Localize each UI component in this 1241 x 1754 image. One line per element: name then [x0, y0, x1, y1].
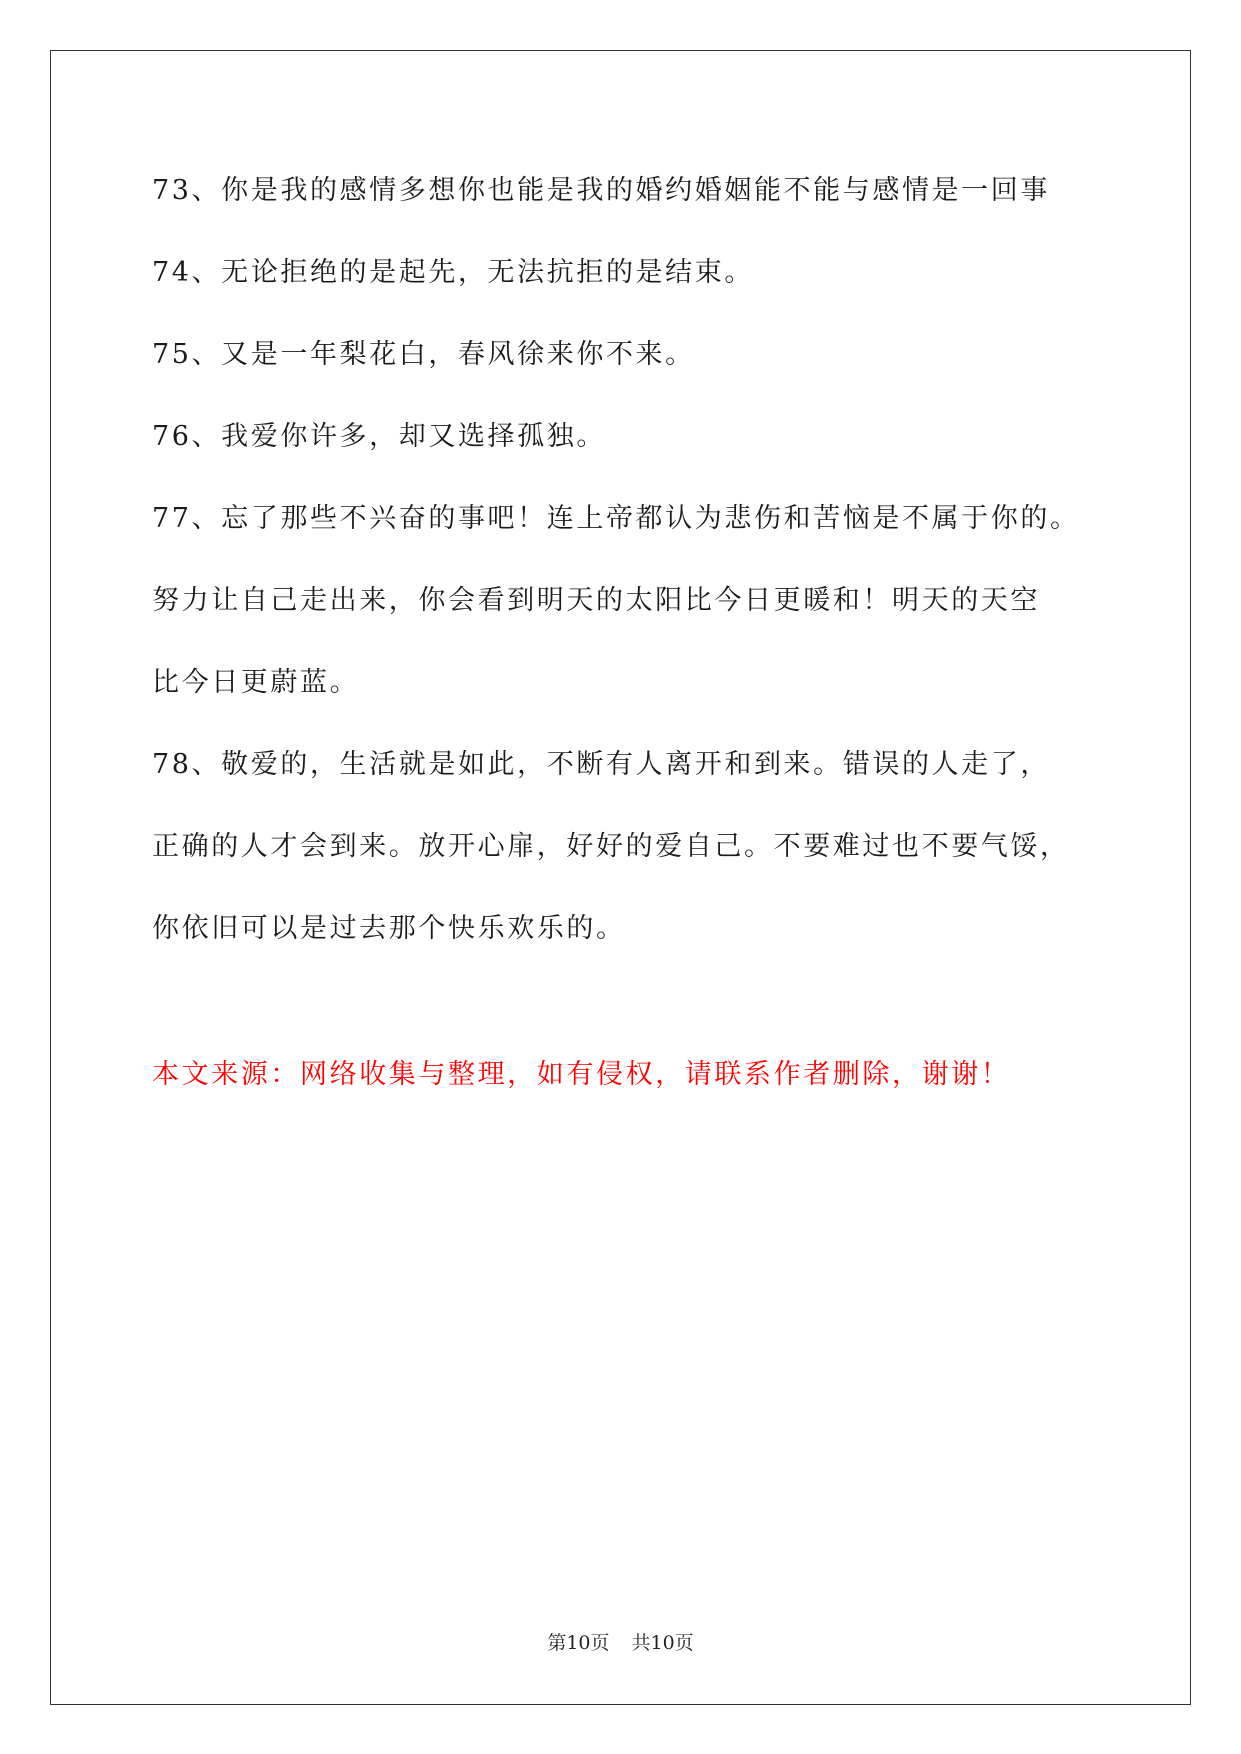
text-line: 78、敬爱的，生活就是如此，不断有人离开和到来。错误的人走了，	[152, 749, 1050, 780]
page-number: 第10页	[547, 1632, 610, 1654]
text-line: 努力让自己走出来，你会看到明天的太阳比今日更暖和！明天的天空	[152, 585, 1040, 616]
text-line: 75、又是一年梨花白，春风徐来你不来。	[152, 339, 695, 370]
text-line: 正确的人才会到来。放开心扉，好好的爱自己。不要难过也不要气馁，	[152, 831, 1070, 862]
text-line: 77、忘了那些不兴奋的事吧！连上帝都认为悲伤和苦恼是不属于你的。	[152, 503, 1080, 534]
source-notice: 本文来源：网络收集与整理，如有侵权，请联系作者删除，谢谢！	[152, 1059, 1011, 1090]
page-footer	[0, 1628, 1241, 1655]
page-total: 共10页	[631, 1632, 694, 1654]
text-line: 76、我爱你许多，却又选择孤独。	[152, 421, 606, 452]
text-line: 你依旧可以是过去那个快乐欢乐的。	[152, 913, 626, 944]
text-line: 比今日更蔚蓝。	[152, 667, 360, 698]
text-line: 74、无论拒绝的是起先，无法抗拒的是结束。	[152, 257, 754, 288]
text-line: 73、你是我的感情多想你也能是我的婚约婚姻能不能与感情是一回事	[152, 175, 1050, 206]
document-body	[152, 160, 1112, 980]
